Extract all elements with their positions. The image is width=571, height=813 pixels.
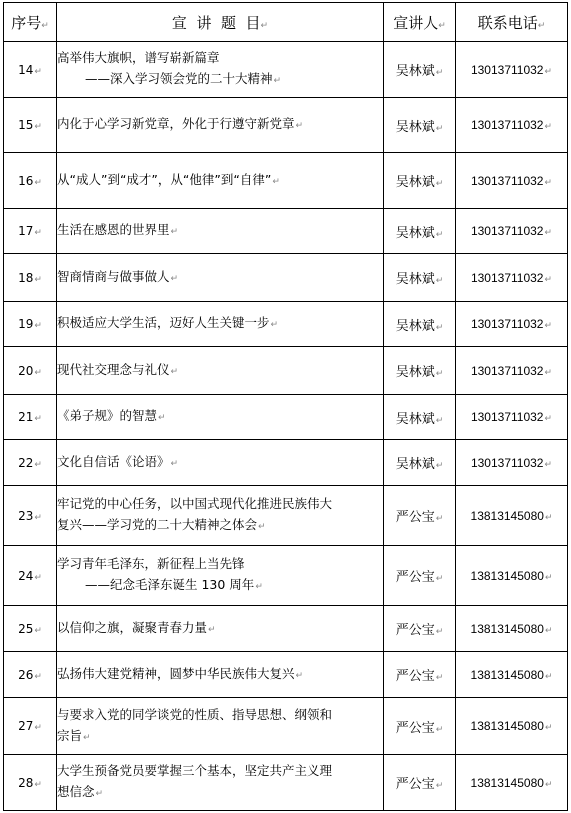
table-row bbox=[4, 153, 568, 209]
contact-phone: 13813145080↵ bbox=[456, 546, 568, 606]
topic-line: 与要求入党的同学谈党的性质、指导思想、纲领和 bbox=[57, 706, 333, 722]
topic-line: 智商情商与做事做人 bbox=[57, 268, 170, 284]
table-row bbox=[4, 395, 568, 440]
contact-phone: 13013711032↵ bbox=[456, 395, 568, 440]
table-row bbox=[4, 302, 568, 347]
contact-phone: 13813145080↵ bbox=[456, 652, 568, 698]
lecture-topic: 以信仰之旗，凝聚青春力量↵ bbox=[57, 606, 384, 652]
contact-phone: 13013711032↵ bbox=[456, 209, 568, 254]
contact-phone: 13813145080↵ bbox=[456, 606, 568, 652]
contact-phone: 13013711032↵ bbox=[456, 440, 568, 486]
header-seq: 序号↵ bbox=[4, 3, 57, 42]
row-number: 26↵ bbox=[4, 652, 57, 698]
lecture-topic: 生活在感恩的世界里↵ bbox=[57, 209, 384, 254]
speaker-name: 吴林斌↵ bbox=[384, 347, 456, 395]
header-row bbox=[4, 3, 568, 42]
table-row bbox=[4, 347, 568, 395]
contact-phone: 13813145080↵ bbox=[456, 486, 568, 546]
row-number: 21↵ bbox=[4, 395, 57, 440]
topic-line: 从“成人”到“成才”，从“他律”到“自律” bbox=[57, 171, 272, 187]
table-row bbox=[4, 254, 568, 302]
topic-line: 弘扬伟大建党精神，圆梦中华民族伟大复兴 bbox=[57, 665, 295, 681]
lecture-topic: 与要求入党的同学谈党的性质、指导思想、纲领和 宗旨↵ bbox=[57, 698, 384, 755]
row-number: 20↵ bbox=[4, 347, 57, 395]
lecture-topic: 从“成人”到“成才”，从“他律”到“自律”↵ bbox=[57, 153, 384, 209]
topic-line: 学习青年毛泽东，新征程上当先锋 bbox=[57, 556, 245, 571]
topic-line: 以信仰之旗，凝聚青春力量 bbox=[57, 619, 208, 635]
topic-line: ——深入学习领会党的二十大精神 bbox=[85, 71, 273, 86]
topic-line: 内化于心学习新党章，外化于行遵守新党章 bbox=[57, 116, 295, 131]
lecture-topic: 弘扬伟大建党精神，圆梦中华民族伟大复兴↵ bbox=[57, 652, 384, 698]
lecture-topic: 积极适应大学生活，迈好人生关键一步↵ bbox=[57, 302, 384, 347]
topic-line: 牢记党的中心任务，以中国式现代化推进民族伟大 bbox=[57, 496, 333, 511]
row-number: 19↵ bbox=[4, 302, 57, 347]
table-row bbox=[4, 209, 568, 254]
lecture-table bbox=[3, 2, 568, 811]
topic-line: 大学生预备党员要掌握三个基本，坚定共产主义理 bbox=[57, 763, 333, 778]
table-row bbox=[4, 698, 568, 755]
table-row bbox=[4, 546, 568, 606]
row-number: 15↵ bbox=[4, 98, 57, 153]
row-number: 14↵ bbox=[4, 42, 57, 98]
row-number: 24↵ bbox=[4, 546, 57, 606]
speaker-name: 严公宝↵ bbox=[384, 546, 456, 606]
topic-line: 复兴——学习党的二十大精神之体会 bbox=[57, 517, 258, 532]
contact-phone: 13013711032↵ bbox=[456, 98, 568, 153]
contact-phone: 13013711032↵ bbox=[456, 347, 568, 395]
contact-phone: 13013711032↵ bbox=[456, 302, 568, 347]
row-number: 23↵ bbox=[4, 486, 57, 546]
lecture-topic: 学习青年毛泽东，新征程上当先锋 ——纪念毛泽东诞生 130 周年↵ bbox=[57, 546, 384, 606]
header-phone: 联系电话↵ bbox=[456, 3, 568, 42]
speaker-name: 吴林斌↵ bbox=[384, 98, 456, 153]
table-row bbox=[4, 486, 568, 546]
topic-line: 生活在感恩的世界里 bbox=[57, 222, 170, 237]
contact-phone: 13013711032↵ bbox=[456, 153, 568, 209]
lecture-topic: 现代社交理念与礼仪↵ bbox=[57, 347, 384, 395]
speaker-name: 吴林斌↵ bbox=[384, 302, 456, 347]
speaker-name: 吴林斌↵ bbox=[384, 440, 456, 486]
row-number: 25↵ bbox=[4, 606, 57, 652]
header-speaker: 宣讲人↵ bbox=[384, 3, 456, 42]
lecture-topic: 牢记党的中心任务，以中国式现代化推进民族伟大 复兴——学习党的二十大精神之体会↵ bbox=[57, 486, 384, 546]
row-number: 28↵ bbox=[4, 755, 57, 811]
lecture-topic: 大学生预备党员要掌握三个基本，坚定共产主义理 想信念↵ bbox=[57, 755, 384, 811]
speaker-name: 严公宝↵ bbox=[384, 652, 456, 698]
speaker-name: 吴林斌↵ bbox=[384, 153, 456, 209]
speaker-name: 严公宝↵ bbox=[384, 486, 456, 546]
row-number: 22↵ bbox=[4, 440, 57, 486]
topic-line: 现代社交理念与礼仪 bbox=[57, 361, 170, 377]
topic-line: 积极适应大学生活，迈好人生关键一步 bbox=[57, 315, 270, 330]
contact-phone: 13013711032↵ bbox=[456, 254, 568, 302]
row-number: 16↵ bbox=[4, 153, 57, 209]
topic-line: 文化自信话《论语》 bbox=[57, 453, 170, 469]
lecture-topic: 智商情商与做事做人↵ bbox=[57, 254, 384, 302]
topic-line: ——纪念毛泽东诞生 130 周年 bbox=[85, 577, 255, 592]
contact-phone: 13813145080↵ bbox=[456, 698, 568, 755]
table-row bbox=[4, 755, 568, 811]
table-row bbox=[4, 98, 568, 153]
row-number: 27↵ bbox=[4, 698, 57, 755]
lecture-topic: 《弟子规》的智慧↵ bbox=[57, 395, 384, 440]
speaker-name: 严公宝↵ bbox=[384, 755, 456, 811]
header-topic: 宣 讲 题 目↵ bbox=[57, 3, 384, 42]
contact-phone: 13813145080↵ bbox=[456, 755, 568, 811]
speaker-name: 吴林斌↵ bbox=[384, 209, 456, 254]
table-row bbox=[4, 652, 568, 698]
lecture-topic: 文化自信话《论语》↵ bbox=[57, 440, 384, 486]
row-number: 18↵ bbox=[4, 254, 57, 302]
topic-line: 宗旨 bbox=[57, 727, 83, 743]
topic-line: 《弟子规》的智慧 bbox=[57, 408, 158, 423]
speaker-name: 严公宝↵ bbox=[384, 606, 456, 652]
speaker-name: 吴林斌↵ bbox=[384, 254, 456, 302]
lecture-topic: 内化于心学习新党章，外化于行遵守新党章↵ bbox=[57, 98, 384, 153]
contact-phone: 13013711032↵ bbox=[456, 42, 568, 98]
table-row bbox=[4, 440, 568, 486]
topic-line: 想信念 bbox=[57, 784, 95, 799]
row-number: 17↵ bbox=[4, 209, 57, 254]
topic-line: 高举伟大旗帜，谱写崭新篇章 bbox=[57, 50, 220, 65]
speaker-name: 严公宝↵ bbox=[384, 698, 456, 755]
table-row bbox=[4, 42, 568, 98]
lecture-topic: 高举伟大旗帜，谱写崭新篇章 ——深入学习领会党的二十大精神↵ bbox=[57, 42, 384, 98]
speaker-name: 吴林斌↵ bbox=[384, 42, 456, 98]
table-row bbox=[4, 606, 568, 652]
speaker-name: 吴林斌↵ bbox=[384, 395, 456, 440]
